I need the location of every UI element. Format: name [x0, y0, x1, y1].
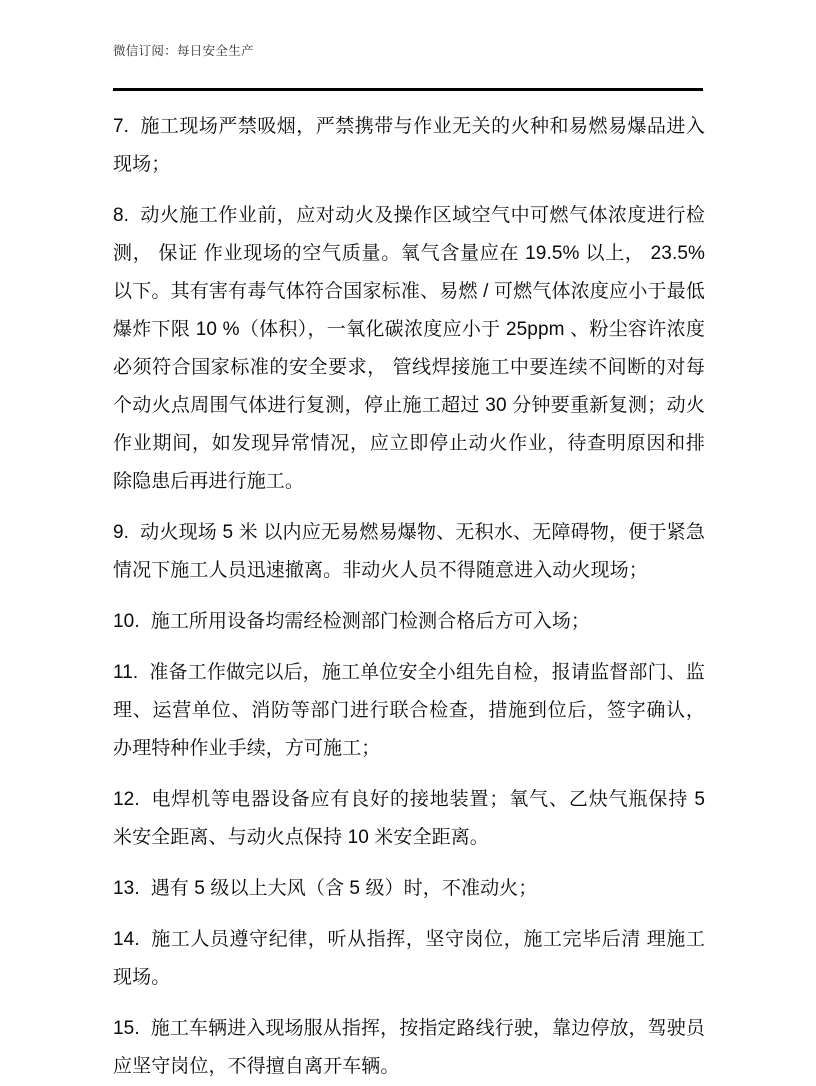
list-item-text: 准备工作做完以后，施工单位安全小组先自检，报请监督部门、监理、运营单位、消防等部门进行联合检查，措施到位后，签字确认，办理特种作业手续，方可施工； — [113, 662, 705, 759]
list-item-text: 动火施工作业前，应对动火及操作区域空气中可燃气体浓度进行检测， 保证 作业现场的空气质量。氧气含量应在 19.5% 以上， 23.5% 以下。其有害有毒气体符合国家标准、易燃 / 可燃气体浓度应小于最低爆炸下限 10 %（体积），一氧化碳浓度应小于 25ppm 、粉尘容许浓度必须符合国家标准的安全要求， 管线焊接施工中要连续不间断的对每个动火点周围气体进行复测，停止施工超过 30 分钟要重新复测；动火作业期间，如发现异常情况，应立即停止动火作业，待查明原因和排除隐患后再进行施工。 — [113, 205, 705, 492]
list-item-number: 9. — [113, 522, 130, 543]
list-item — [113, 870, 705, 908]
list-item-text: 电焊机等电器设备应有良好的接地装置；氧气、乙炔气瓶保持 5 米安全距离、与动火点保持 10 米安全距离。 — [113, 789, 705, 848]
list-item-number: 14. — [113, 929, 140, 950]
page-header-note: 微信订阅：每日安全生产 — [113, 43, 254, 58]
list-item-number: 11. — [113, 662, 139, 683]
list-item-number: 12. — [113, 789, 140, 810]
list-item — [113, 603, 705, 641]
list-item-text: 遇有 5 级以上大风（含 5 级）时，不准动火； — [150, 878, 538, 899]
list-item-number: 7. — [113, 116, 130, 137]
list-item-number: 8. — [113, 205, 130, 226]
list-item-text: 施工现场严禁吸烟，严禁携带与作业无关的火种和易燃易爆品进入现场； — [113, 116, 705, 175]
list-item-text: 施工所用设备均需经检测部门检测合格后方可入场； — [150, 611, 591, 632]
list-item-number: 15. — [113, 1018, 140, 1039]
document-body — [113, 108, 705, 1086]
list-item-number: 13. — [113, 878, 140, 899]
list-item — [113, 781, 705, 857]
list-item-text: 施工车辆进入现场服从指挥，按指定路线行驶，靠边停放，驾驶员应坚守岗位，不得擅自离开车辆。 — [113, 1018, 705, 1077]
list-item — [113, 1010, 705, 1086]
list-item — [113, 654, 705, 768]
list-item-text: 施工人员遵守纪律，听从指挥，坚守岗位，施工完毕后清 理施工现场。 — [113, 929, 705, 988]
list-item — [113, 108, 705, 184]
list-item — [113, 514, 705, 590]
list-item — [113, 197, 705, 501]
list-item-number: 10. — [113, 611, 140, 632]
list-item-text: 动火现场 5 米 以内应无易燃易爆物、无积水、无障碍物，便于紧急情况下施工人员迅速撤离。非动火人员不得随意进入动火现场； — [113, 522, 705, 581]
list-item — [113, 921, 705, 997]
header-divider — [113, 88, 703, 91]
